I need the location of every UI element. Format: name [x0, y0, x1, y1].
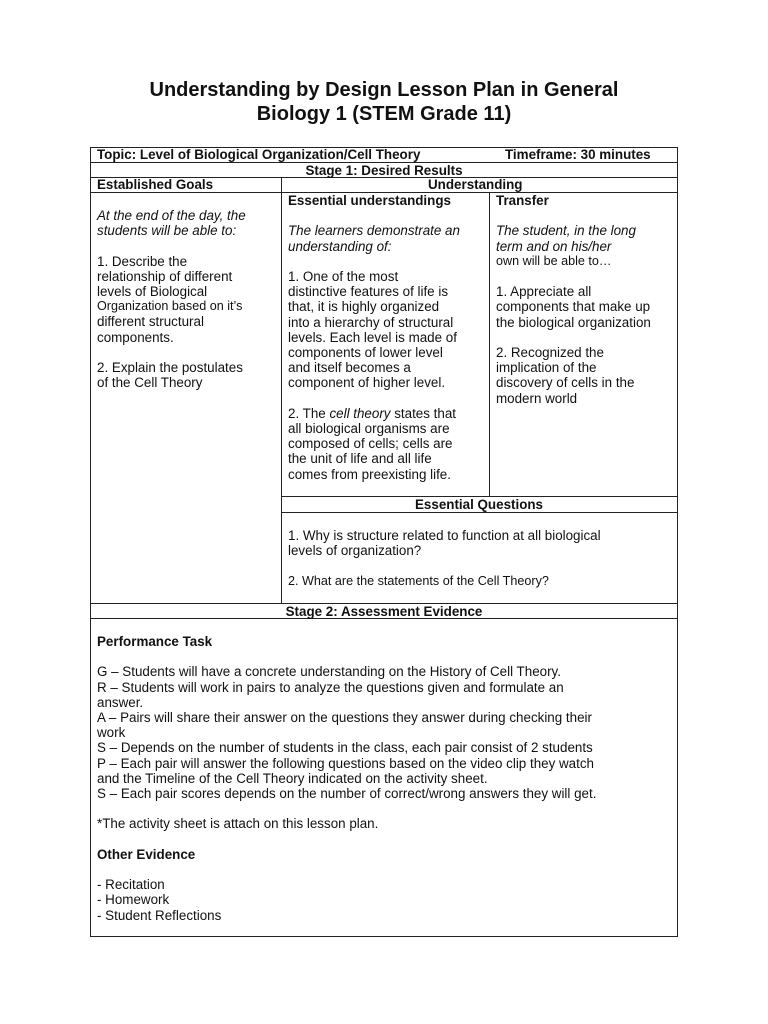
transfer-1-line-1: 1. Appreciate all	[496, 284, 592, 300]
goals-intro-2: students will be able to:	[97, 223, 237, 239]
pt-line-9: S – Each pair scores depends on the number of correct/wrong answers they will get.	[97, 786, 597, 802]
understanding-header: Understanding	[428, 177, 523, 192]
topic-label: Topic: Level of Biological Organization/Cell Theory	[97, 147, 421, 162]
goal-2-line-2: of the Cell Theory	[97, 375, 203, 391]
eu-intro-2: understanding of:	[288, 238, 392, 254]
transfer-2-line-2: implication of the	[496, 360, 597, 376]
pt-line-2: R – Students will work in pairs to analyze the questions given and formulate an	[97, 679, 564, 695]
transfer-cell	[496, 193, 678, 406]
stage2-header: Stage 2: Assessment Evidence	[91, 603, 677, 619]
other-evidence-header: Other Evidence	[97, 846, 196, 862]
eu-1-line-7: and itself becomes a	[288, 360, 411, 376]
assessment-evidence-cell	[97, 634, 672, 923]
goal-2-line-1: 2. Explain the postulates	[97, 360, 243, 376]
established-goals-cell	[97, 208, 277, 390]
transfer-2-line-4: modern world	[496, 390, 578, 406]
pt-line-8: and the Timeline of the Cell Theory indicated on the activity sheet.	[97, 770, 488, 786]
eq-1-line-1: 1. Why is structure related to function at all biological	[288, 528, 601, 543]
eu-1-line-3: that, it is highly organized	[288, 299, 440, 315]
eu-intro-1: The learners demonstrate an	[288, 223, 460, 239]
title-line-2: Biology 1 (STEM Grade 11)	[256, 103, 512, 125]
pt-line-7: P – Each pair will answer the following questions based on the video clip they watch	[97, 755, 594, 771]
other-evidence-item: - Homework	[97, 892, 170, 908]
eu-1-line-5: levels. Each level is made of	[288, 329, 457, 345]
eu-2-prefix: 2. The	[288, 405, 330, 421]
eu-2-line-3: composed of cells; cells are	[288, 436, 453, 452]
lesson-plan-table	[90, 147, 678, 937]
eq-2: 2. What are the statements of the Cell Theory?	[288, 573, 549, 588]
transfer-header: Transfer	[496, 193, 549, 208]
essential-understandings-cell	[288, 193, 486, 482]
goals-divider	[281, 178, 282, 603]
other-evidence-item: - Student Reflections	[97, 907, 222, 923]
goal-1-line-6: components.	[97, 329, 174, 345]
eu-1-line-8: component of higher level.	[288, 375, 446, 391]
transfer-divider	[489, 193, 490, 496]
eu-1-line-1: 1. One of the most	[288, 269, 399, 285]
pt-line-6: S – Depends on the number of students in the class, each pair consist of 2 students	[97, 740, 593, 756]
eu-1-line-6: components of lower level	[288, 345, 443, 361]
goal-1-line-1: 1. Describe the	[97, 253, 188, 269]
goal-1-line-4: Organization based on it’s	[97, 299, 243, 314]
transfer-intro-1: The student, in the long	[496, 223, 636, 239]
topic-row	[91, 148, 677, 163]
transfer-intro-2: term and on his/her	[496, 238, 612, 254]
transfer-intro-3: own will be able to…	[496, 253, 612, 268]
transfer-1-line-2: components that make up	[496, 299, 651, 315]
pt-line-3: answer.	[97, 694, 144, 710]
activity-sheet-note: *The activity sheet is attach on this lesson plan.	[97, 816, 379, 832]
eu-2-line-1	[288, 406, 486, 421]
goal-1-line-3: levels of Biological	[97, 284, 208, 300]
goal-1-line-2: relationship of different	[97, 268, 233, 284]
title-line-1: Understanding by Design Lesson Plan in General	[149, 79, 619, 101]
eu-2-line-2: all biological organisms are	[288, 421, 450, 437]
pt-line-5: work	[97, 725, 126, 741]
essential-questions-cell	[288, 528, 673, 589]
essential-questions-header: Essential Questions	[415, 497, 543, 512]
timeframe-label: Timeframe: 30 minutes	[505, 147, 651, 162]
established-goals-header: Established Goals	[97, 177, 214, 192]
performance-task-header: Performance Task	[97, 634, 213, 649]
goals-intro-1: At the end of the day, the	[97, 208, 246, 223]
eu-2-italic: cell theory	[329, 405, 391, 421]
transfer-2-line-1: 2. Recognized the	[496, 345, 604, 361]
goals-understanding-header-row	[91, 178, 677, 193]
goal-1-line-5: different structural	[97, 314, 204, 330]
document-title	[0, 78, 768, 126]
eq-1-line-2: levels of organization?	[288, 543, 422, 559]
stage1-header: Stage 1: Desired Results	[91, 163, 677, 178]
transfer-1-line-3: the biological organization	[496, 314, 651, 330]
essential-understandings-header: Essential understandings	[288, 193, 451, 208]
transfer-2-line-3: discovery of cells in the	[496, 375, 635, 391]
eu-1-line-4: into a hierarchy of structural	[288, 314, 454, 330]
other-evidence-item: - Recitation	[97, 877, 165, 893]
pt-line-1: G – Students will have a concrete understanding on the History of Cell Theory.	[97, 664, 561, 680]
eu-2-line-5: comes from preexisting life.	[288, 466, 451, 482]
eu-2-line-4: the unit of life and all life	[288, 451, 432, 467]
eu-2-suffix: states that	[390, 405, 456, 421]
pt-line-4: A – Pairs will share their answer on the questions they answer during checking their	[97, 710, 592, 726]
eu-1-line-2: distinctive features of life is	[288, 284, 449, 300]
